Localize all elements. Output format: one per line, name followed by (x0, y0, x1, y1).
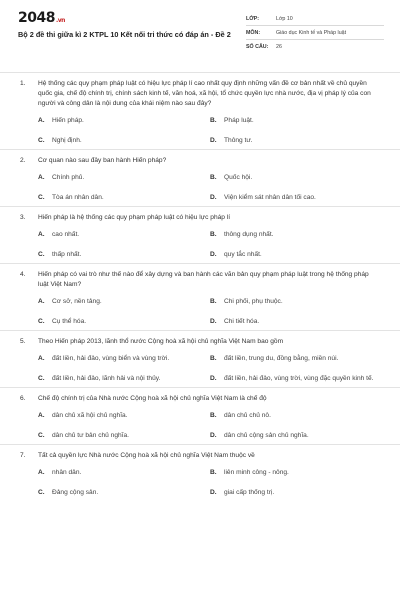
question-text: Cơ quan nào sau đây ban hành Hiến pháp? (38, 157, 167, 164)
meta-table (246, 12, 384, 54)
answer-options (38, 166, 380, 206)
meta-value: Lớp 10 (276, 15, 293, 22)
option-text: Chi tiết hóa. (224, 318, 260, 325)
option-text: Thông tư. (224, 137, 253, 144)
option-letter: D. (210, 489, 217, 496)
option-letter: D. (210, 194, 217, 201)
answer-options (38, 404, 380, 444)
answer-option[interactable] (38, 250, 210, 260)
meta-row-subject (246, 26, 384, 40)
answer-option[interactable] (38, 468, 210, 478)
option-text: Cơ sở, nền tảng. (52, 298, 102, 305)
answer-option[interactable] (210, 317, 382, 327)
answer-option[interactable] (210, 488, 382, 498)
option-text: đất liền, hải đảo, vùng trời, vùng đặc quyền kinh tế. (224, 375, 374, 382)
option-letter: C. (38, 137, 45, 144)
option-text: đất liền, hải đảo, lãnh hải và nội thủy. (52, 375, 161, 382)
answer-option[interactable] (38, 173, 210, 183)
question-stem (20, 270, 380, 290)
answer-option[interactable] (210, 173, 382, 183)
question-item (0, 444, 400, 501)
answer-options (38, 223, 380, 263)
option-letter: B. (210, 231, 217, 238)
option-text: đất liền, hải đảo, vùng biển và vùng trời. (52, 355, 170, 362)
answer-option[interactable] (210, 354, 382, 364)
answer-option[interactable] (38, 488, 210, 498)
option-letter: B. (210, 412, 217, 419)
meta-value: Giáo dục Kinh tế và Pháp luật (276, 29, 347, 36)
document-header (18, 10, 384, 66)
answer-option[interactable] (210, 136, 382, 146)
question-list (0, 72, 400, 501)
logo-domain: .vn (55, 17, 65, 24)
question-item (0, 206, 400, 263)
option-letter: B. (210, 469, 217, 476)
question-stem (20, 337, 380, 347)
question-stem (20, 394, 380, 404)
meta-row-class (246, 12, 384, 26)
question-number: 5. (20, 338, 26, 345)
option-letter: D. (210, 318, 217, 325)
answer-option[interactable] (210, 116, 382, 126)
meta-value: 26 (276, 44, 282, 50)
option-text: Chi phối, phụ thuộc. (224, 298, 283, 305)
answer-option[interactable] (210, 297, 382, 307)
answer-options (38, 290, 380, 330)
question-item (0, 263, 400, 330)
answer-option[interactable] (38, 136, 210, 146)
option-letter: B. (210, 117, 217, 124)
answer-option[interactable] (38, 230, 210, 240)
option-letter: A. (38, 174, 45, 181)
option-letter: C. (38, 432, 45, 439)
answer-option[interactable] (210, 250, 382, 260)
option-letter: A. (38, 298, 45, 305)
option-text: Pháp luật. (224, 117, 254, 124)
question-stem (20, 451, 380, 461)
site-logo[interactable] (18, 10, 65, 26)
question-number: 1. (20, 80, 26, 87)
option-text: Tòa án nhân dân. (52, 194, 104, 201)
question-stem (20, 213, 380, 223)
question-stem (20, 156, 380, 166)
question-text: Chế độ chính trị của Nhà nước Cộng hoà xã hội chủ nghĩa Việt Nam là chế độ (38, 395, 267, 402)
answer-option[interactable] (38, 354, 210, 364)
answer-option[interactable] (38, 116, 210, 126)
question-item (0, 330, 400, 387)
meta-label: SỐ CÂU: (246, 44, 269, 50)
option-letter: D. (210, 432, 217, 439)
logo-text: 2048 (18, 10, 55, 26)
option-letter: C. (38, 251, 45, 258)
question-item (0, 149, 400, 206)
option-text: dân chủ tư bản chủ nghĩa. (52, 432, 130, 439)
question-number: 4. (20, 271, 26, 278)
option-letter: A. (38, 231, 45, 238)
question-text: Hệ thống các quy phạm pháp luật có hiệu lực pháp lí cao nhất quy định những vấn đề cơ bản nhất về chủ quyền quốc gia, chế độ chính trị, chính sách kinh tế, văn hoá, xã hội, tổ chức quyền lực nhà nước, địa vị pháp lý của con người và công dân là nội dung của khái niệm nào sau đây? (38, 80, 371, 107)
document-title: Bộ 2 đề thi giữa kì 2 KTPL 10 Kết nối tri thức có đáp án - Đề 2 (18, 30, 231, 39)
answer-options (38, 347, 380, 387)
option-text: Đảng cộng sản. (52, 489, 99, 496)
option-letter: C. (38, 194, 45, 201)
answer-option[interactable] (38, 411, 210, 421)
answer-option[interactable] (210, 411, 382, 421)
option-text: dân chủ chủ nô. (224, 412, 271, 419)
question-text: Tất cả quyền lực Nhà nước Cộng hoà xã hội chủ nghĩa Việt Nam thuộc về (38, 452, 255, 459)
option-text: liên minh công - nông. (224, 469, 289, 476)
option-text: thấp nhất. (52, 251, 82, 258)
option-letter: D. (210, 137, 217, 144)
option-text: Nghị định. (52, 137, 82, 144)
option-text: dân chủ xã hội chủ nghĩa. (52, 412, 128, 419)
option-text: nhân dân. (52, 469, 82, 476)
option-text: Chính phủ. (52, 174, 85, 181)
option-text: giai cấp thống trị. (224, 489, 275, 496)
option-text: dân chủ cộng sản chủ nghĩa. (224, 432, 309, 439)
option-text: Hiến pháp. (52, 117, 84, 124)
question-item (0, 72, 400, 149)
option-letter: A. (38, 412, 45, 419)
meta-row-question-count (246, 40, 384, 54)
answer-option[interactable] (210, 193, 382, 203)
answer-option[interactable] (210, 468, 382, 478)
option-letter: A. (38, 117, 45, 124)
answer-option[interactable] (210, 431, 382, 441)
option-text: thông dụng nhất. (224, 231, 274, 238)
answer-option[interactable] (38, 297, 210, 307)
option-letter: A. (38, 355, 45, 362)
answer-option[interactable] (38, 317, 210, 327)
meta-label: LỚP: (246, 15, 260, 22)
answer-options (38, 461, 380, 501)
question-number: 7. (20, 452, 26, 459)
option-text: Cụ thể hóa. (52, 318, 87, 325)
option-text: Quốc hội. (224, 174, 253, 181)
answer-option[interactable] (210, 374, 382, 384)
option-letter: D. (210, 251, 217, 258)
answer-option[interactable] (210, 230, 382, 240)
option-letter: B. (210, 174, 217, 181)
option-text: cao nhất. (52, 231, 80, 238)
question-number: 3. (20, 214, 26, 221)
answer-options (38, 109, 380, 149)
meta-label: MÔN: (246, 29, 261, 36)
answer-option[interactable] (38, 193, 210, 203)
question-stem (20, 79, 380, 109)
question-text: Theo Hiến pháp 2013, lãnh thổ nước Cộng hoà xã hội chủ nghĩa Việt Nam bao gồm (38, 338, 284, 345)
question-number: 6. (20, 395, 26, 402)
answer-option[interactable] (38, 431, 210, 441)
option-letter: C. (38, 318, 45, 325)
option-letter: B. (210, 298, 217, 305)
option-letter: D. (210, 375, 217, 382)
option-letter: C. (38, 489, 45, 496)
question-text: Hiến pháp có vai trò như thế nào để xây dựng và ban hành các văn bản quy phạm pháp luật trong hệ thống pháp luật Việt Nam? (38, 271, 369, 288)
question-item (0, 387, 400, 444)
option-text: Viện kiểm sát nhân dân tối cao. (224, 194, 316, 201)
question-text: Hiến pháp là hệ thống các quy phạm pháp luật có hiệu lực pháp lí (38, 214, 231, 221)
option-letter: B. (210, 355, 217, 362)
option-text: đất liền, trung du, đồng bằng, miền núi. (224, 355, 339, 362)
answer-option[interactable] (38, 374, 210, 384)
option-text: quy tắc nhất. (224, 251, 262, 258)
question-number: 2. (20, 157, 26, 164)
option-letter: C. (38, 375, 45, 382)
option-letter: A. (38, 469, 45, 476)
